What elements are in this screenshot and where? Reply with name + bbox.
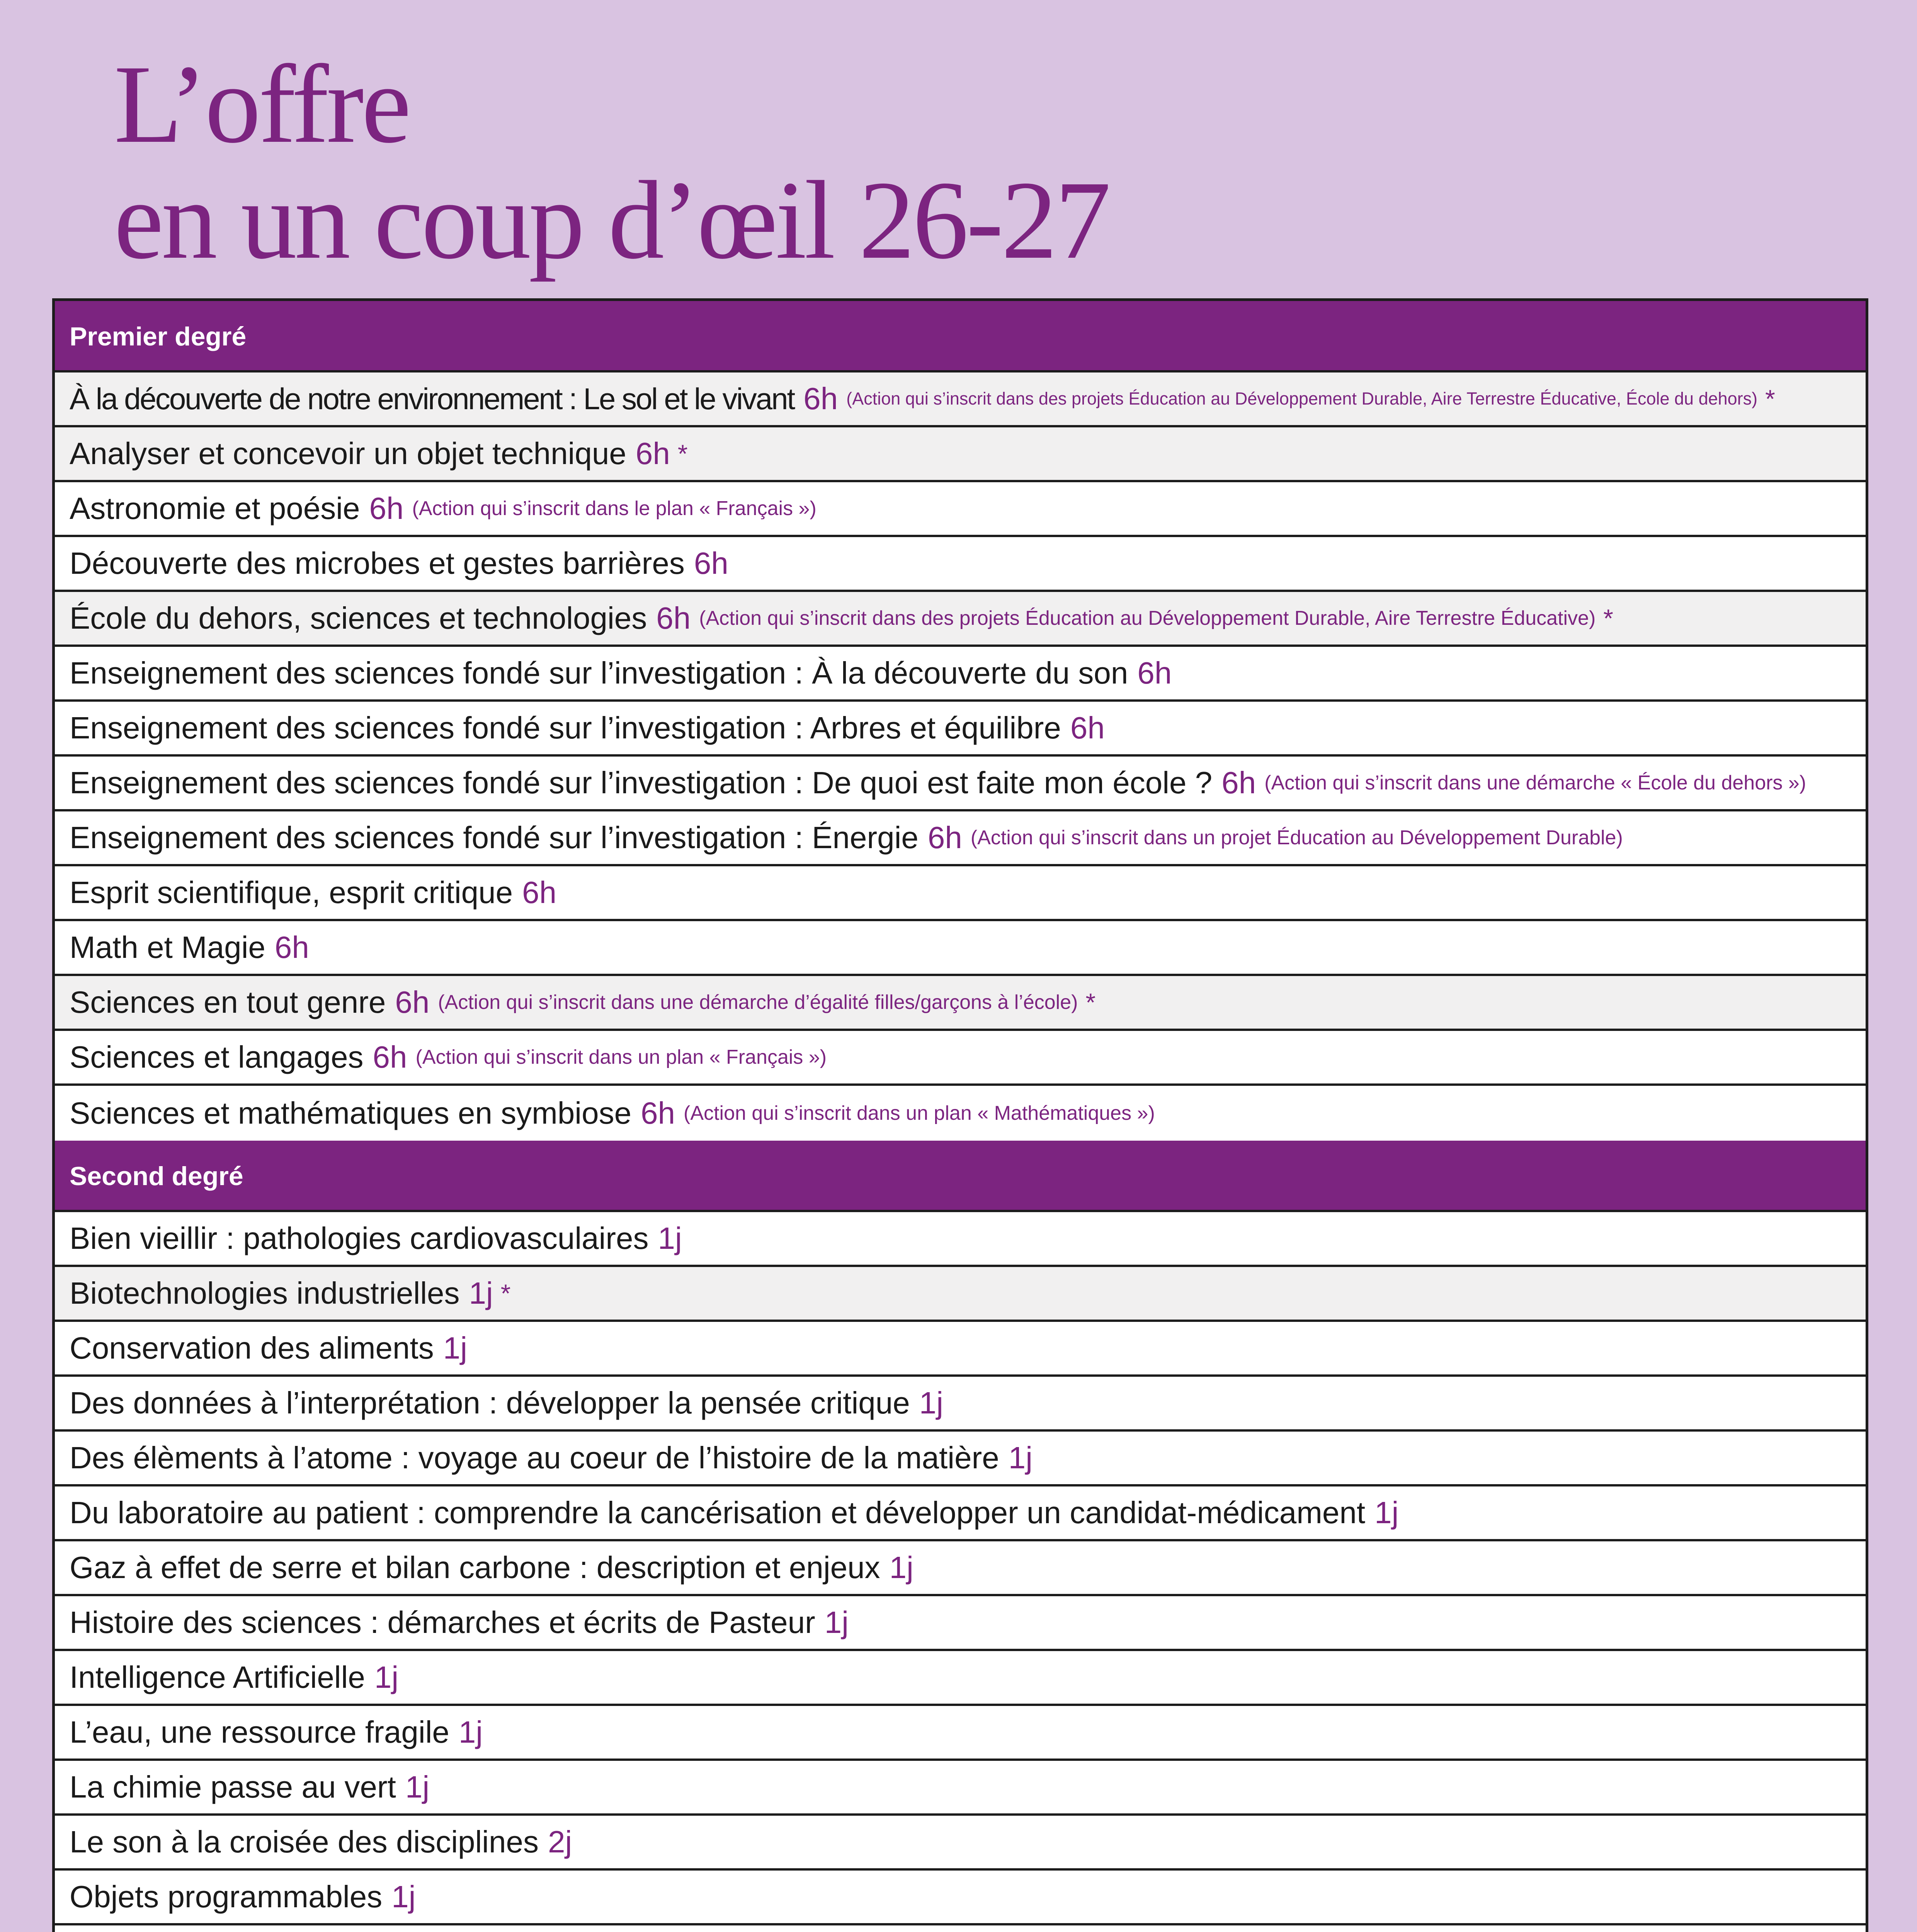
row-note: (Action qui s’inscrit dans une démarche d’égalité filles/garçons à l’école) xyxy=(438,991,1078,1014)
row-label: L’eau, une ressource fragile xyxy=(70,1715,449,1749)
table-row xyxy=(55,647,1866,702)
row-label: Biotechnologies industrielles xyxy=(70,1276,460,1310)
row-duration: 6h xyxy=(522,875,557,910)
row-label: École du dehors, sciences et technologies xyxy=(70,601,647,635)
row-duration: 1j xyxy=(405,1770,430,1804)
page-title-line2: en un coup d’œil 26-27 xyxy=(114,158,1109,282)
table-row xyxy=(55,427,1866,482)
section-header-premier-degre: Premier degré xyxy=(55,301,1866,372)
row-label: Enseignement des sciences fondé sur l’investigation : Énergie xyxy=(70,820,919,855)
row-new-marker: * xyxy=(1085,988,1096,1017)
row-note: (Action qui s’inscrit dans un plan « Français ») xyxy=(415,1046,827,1068)
row-note: (Action qui s’inscrit dans un projet Éducation au Développement Durable) xyxy=(970,827,1623,849)
row-label: Gaz à effet de serre et bilan carbone : description et enjeux xyxy=(70,1550,880,1585)
table-row xyxy=(55,866,1866,921)
row-duration: 6h xyxy=(635,436,670,471)
row-duration: 1j xyxy=(458,1715,483,1749)
table-row xyxy=(55,537,1866,592)
page-title xyxy=(114,42,1109,282)
table-row xyxy=(55,372,1866,427)
table-row xyxy=(55,757,1866,811)
row-note: (Action qui s’inscrit dans un plan « Mathématiques ») xyxy=(684,1102,1155,1124)
row-label: Math et Magie xyxy=(70,930,265,964)
row-label: Enseignement des sciences fondé sur l’investigation : À la découverte du son xyxy=(70,656,1128,690)
row-label: Des données à l’interprétation : développer la pensée critique xyxy=(70,1386,910,1420)
row-duration: 2j xyxy=(548,1825,572,1859)
table-row xyxy=(55,1541,1866,1596)
row-label: Astronomie et poésie xyxy=(70,491,360,526)
row-duration: 6h xyxy=(803,381,838,416)
row-duration: 1j xyxy=(391,1879,416,1914)
table-row xyxy=(55,1212,1866,1267)
row-duration: 6h xyxy=(395,985,430,1019)
row-duration: 6h xyxy=(694,546,728,580)
table-row xyxy=(55,1706,1866,1761)
row-label: Le son à la croisée des disciplines xyxy=(70,1825,539,1859)
section-header-second-degre: Second degré xyxy=(55,1141,1866,1212)
row-duration: 1j xyxy=(443,1331,467,1365)
row-label: Histoire des sciences : démarches et écrits de Pasteur xyxy=(70,1605,815,1639)
table-row xyxy=(55,1651,1866,1706)
row-duration: 6h xyxy=(274,930,309,964)
row-duration: 1j xyxy=(824,1605,849,1639)
row-label: À la découverte de notre environnement : Le sol et le vivant xyxy=(70,381,794,416)
row-note: (Action qui s’inscrit dans des projets Éducation au Développement Durable, Aire Terrestre Éducative, École du dehors) xyxy=(846,389,1758,408)
row-new-marker: * xyxy=(1603,604,1613,633)
row-duration: 1j xyxy=(889,1550,913,1585)
row-label: Conservation des aliments xyxy=(70,1331,434,1365)
row-duration: 1j xyxy=(374,1660,399,1694)
row-label: La chimie passe au vert xyxy=(70,1770,396,1804)
table-row xyxy=(55,1267,1866,1322)
row-label: Sciences en tout genre xyxy=(70,985,386,1019)
table-row xyxy=(55,921,1866,976)
second-degre-rows xyxy=(55,1212,1866,1932)
row-duration: 6h xyxy=(1221,765,1256,800)
table-row xyxy=(55,1322,1866,1377)
row-new-marker: * xyxy=(500,1279,511,1308)
row-label: Sciences et mathématiques en symbiose xyxy=(70,1096,632,1130)
row-note: (Action qui s’inscrit dans le plan « Français ») xyxy=(412,497,816,520)
row-label: Découverte des microbes et gestes barrières xyxy=(70,546,685,580)
row-duration: 1j xyxy=(469,1276,493,1310)
row-label: Esprit scientifique, esprit critique xyxy=(70,875,513,910)
row-duration: 1j xyxy=(919,1386,943,1420)
table-row xyxy=(55,1031,1866,1086)
table-row xyxy=(55,1432,1866,1486)
row-label: Enseignement des sciences fondé sur l’investigation : Arbres et équilibre xyxy=(70,711,1061,745)
table-row xyxy=(55,1086,1866,1141)
row-label: Objets programmables xyxy=(70,1879,383,1914)
table-row xyxy=(55,1761,1866,1816)
row-duration: 6h xyxy=(1070,711,1105,745)
table-row xyxy=(55,1486,1866,1541)
table-row xyxy=(55,1596,1866,1651)
row-label: Sciences et langages xyxy=(70,1040,364,1074)
table-row xyxy=(55,1816,1866,1871)
row-label: Bien vieillir : pathologies cardiovasculaires xyxy=(70,1221,649,1255)
row-duration: 6h xyxy=(369,491,404,526)
row-label: Du laboratoire au patient : comprendre la cancérisation et développer un candidat-médicament xyxy=(70,1495,1366,1530)
row-note: (Action qui s’inscrit dans une démarche « École du dehors ») xyxy=(1264,772,1806,794)
table-row xyxy=(55,976,1866,1031)
row-duration: 6h xyxy=(373,1040,407,1074)
row-new-marker: * xyxy=(677,439,688,468)
row-duration: 1j xyxy=(658,1221,682,1255)
table-row xyxy=(55,1925,1866,1932)
row-duration: 1j xyxy=(1008,1440,1032,1475)
offer-table xyxy=(52,298,1868,1932)
table-row xyxy=(55,1377,1866,1432)
table-row xyxy=(55,1871,1866,1925)
row-new-marker: * xyxy=(1765,384,1775,413)
table-row xyxy=(55,811,1866,866)
row-label: Intelligence Artificielle xyxy=(70,1660,365,1694)
page-title-line1: L’offre xyxy=(114,42,409,166)
table-row xyxy=(55,482,1866,537)
premier-degre-rows xyxy=(55,372,1866,1141)
row-label: Enseignement des sciences fondé sur l’investigation : De quoi est faite mon école ? xyxy=(70,765,1213,800)
row-duration: 6h xyxy=(927,820,962,855)
row-duration: 6h xyxy=(1137,656,1172,690)
row-duration: 6h xyxy=(656,601,691,635)
table-row xyxy=(55,592,1866,647)
table-row xyxy=(55,702,1866,757)
row-label: Analyser et concevoir un objet technique xyxy=(70,436,626,471)
row-duration: 6h xyxy=(641,1096,675,1130)
row-note: (Action qui s’inscrit dans des projets Éducation au Développement Durable, Aire Terrestre Éducative) xyxy=(699,607,1596,629)
row-duration: 1j xyxy=(1374,1495,1399,1530)
row-label: Des élèments à l’atome : voyage au coeur de l’histoire de la matière xyxy=(70,1440,999,1475)
